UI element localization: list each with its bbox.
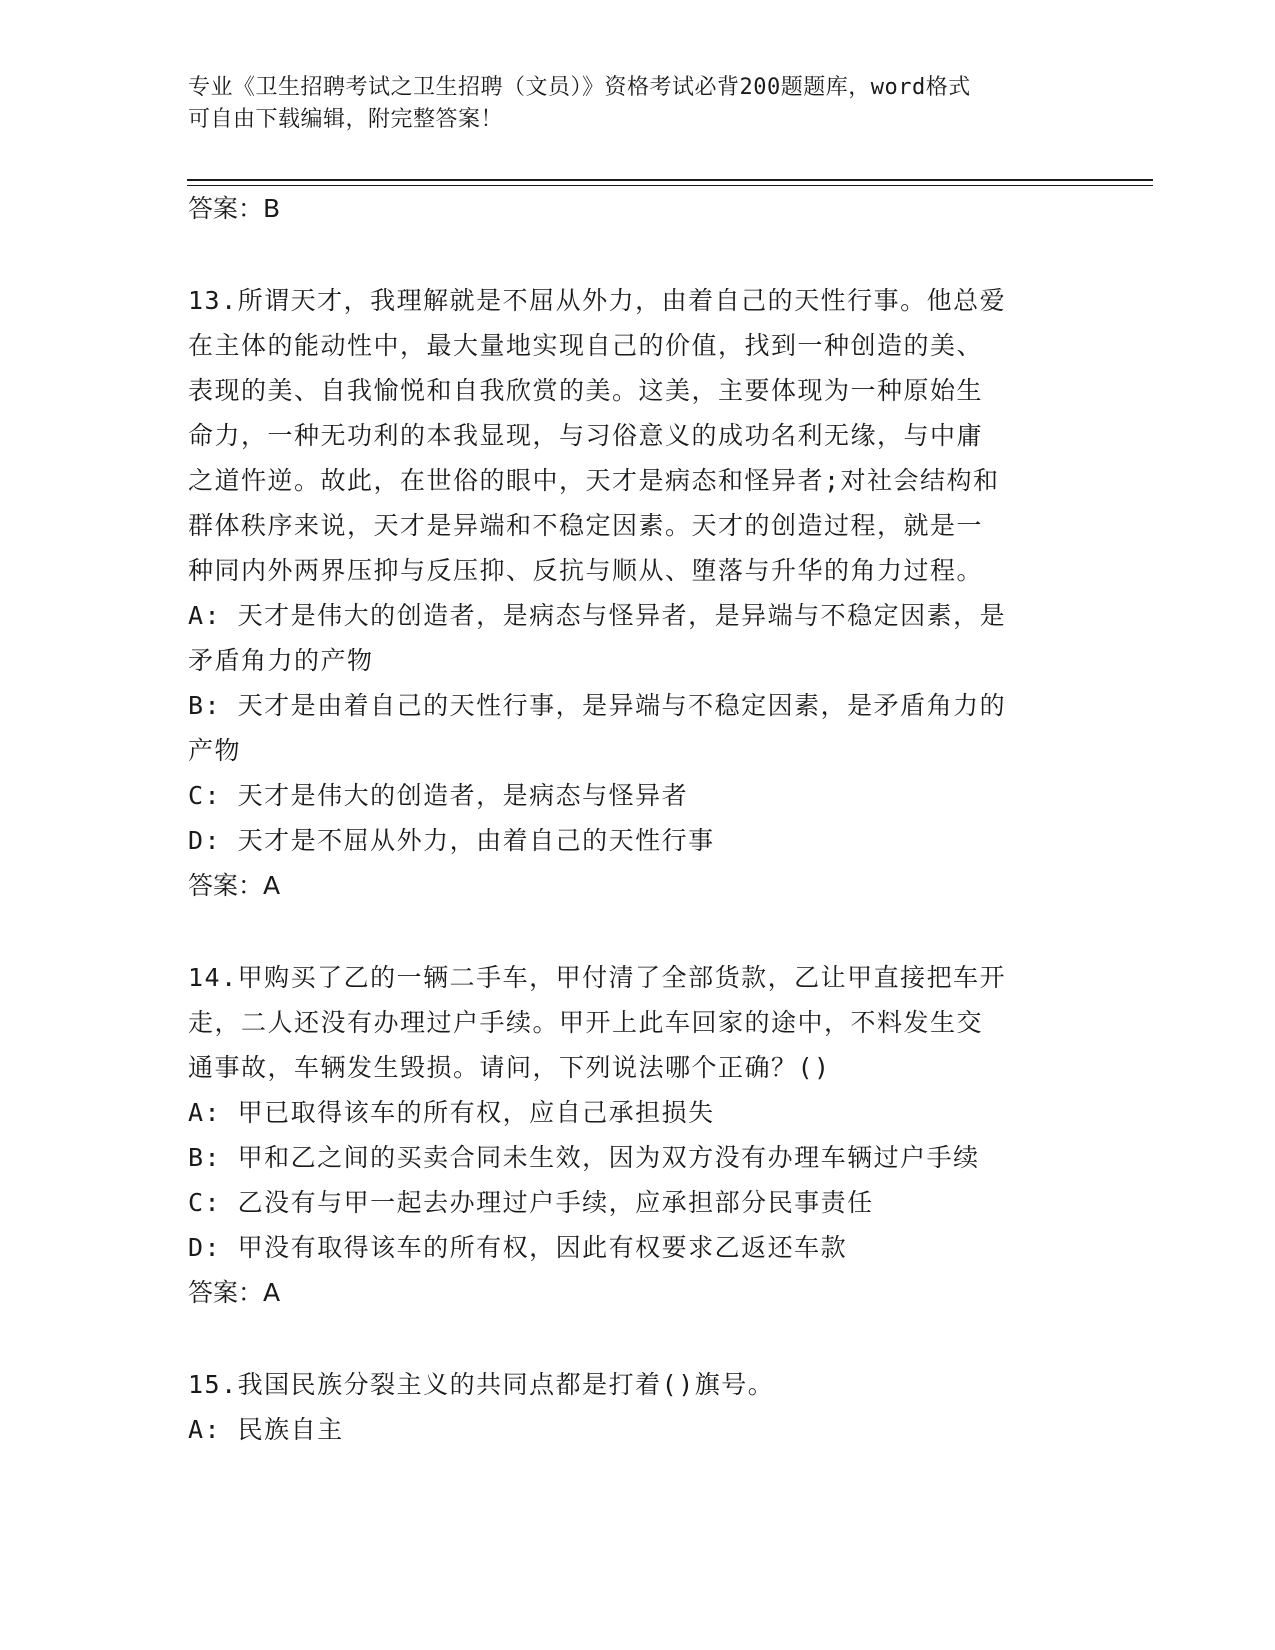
document-header xyxy=(188,72,1068,136)
question-13 xyxy=(188,278,1088,909)
question-text-line: 之道忤逆。故此，在世俗的眼中，天才是病态和怪异者;对社会结构和 xyxy=(188,466,1000,495)
header-rule-thick xyxy=(187,179,1153,181)
question-text-line: 13.所谓天才，我理解就是不屈从外力，由着自己的天性行事。他总爱 xyxy=(188,286,1007,315)
option-c: C: 乙没有与甲一起去办理过户手续，应承担部分民事责任 xyxy=(188,1188,874,1217)
answer-13: 答案：A xyxy=(188,871,281,900)
option-d: D: 甲没有取得该车的所有权，因此有权要求乙返还车款 xyxy=(188,1233,848,1262)
option-a: A: 民族自主 xyxy=(188,1415,344,1444)
option-d: D: 天才是不屈从外力，由着自己的天性行事 xyxy=(188,826,715,855)
header-line: 可自由下载编辑，附完整答案！ xyxy=(188,107,504,132)
question-text-line: 群体秩序来说，天才是异端和不稳定因素。天才的创造过程，就是一 xyxy=(188,511,984,540)
spacer xyxy=(188,909,1088,955)
question-14 xyxy=(188,955,1088,1316)
option-a: A: 甲已取得该车的所有权，应自己承担损失 xyxy=(188,1098,715,1127)
spacer xyxy=(188,232,1088,278)
question-text-line: 在主体的能动性中，最大量地实现自己的价值，找到一种创造的美、 xyxy=(188,331,984,360)
question-text-line: 表现的美、自我愉悦和自我欣赏的美。这美，主要体现为一种原始生 xyxy=(188,376,984,405)
question-text-line: 14.甲购买了乙的一辆二手车，甲付清了全部货款，乙让甲直接把车开 xyxy=(188,963,1007,992)
question-text-line: 走，二人还没有办理过户手续。甲开上此车回家的途中，不料发生交 xyxy=(188,1008,984,1037)
option-b: B: 天才是由着自己的天性行事，是异端与不稳定因素，是矛盾角力的 xyxy=(188,691,1007,720)
answer-14: 答案：A xyxy=(188,1278,281,1307)
question-15 xyxy=(188,1362,1088,1452)
question-text-line: 命力，一种无功利的本我显现，与习俗意义的成功名利无缘，与中庸 xyxy=(188,421,984,450)
spacer xyxy=(188,1316,1088,1362)
question-text-line: 种同内外两界压抑与反压抑、反抗与顺从、堕落与升华的角力过程。 xyxy=(188,556,984,585)
document-body xyxy=(188,186,1088,1452)
question-text-line: 通事故，车辆发生毁损。请问，下列说法哪个正确？() xyxy=(188,1053,831,1082)
option-c: C: 天才是伟大的创造者，是病态与怪异者 xyxy=(188,781,689,810)
question-text-line: 15.我国民族分裂主义的共同点都是打着()旗号。 xyxy=(188,1370,775,1399)
option-a: A: 天才是伟大的创造者，是病态与怪异者，是异端与不稳定因素，是 xyxy=(188,601,1007,630)
answer-12: 答案：B xyxy=(188,194,281,223)
option-b-continued: 产物 xyxy=(188,736,242,765)
header-line: 专业《卫生招聘考试之卫生招聘（文员）》资格考试必背200题题库，word格式 xyxy=(188,75,971,100)
option-a-continued: 矛盾角力的产物 xyxy=(188,646,374,675)
option-b: B: 甲和乙之间的买卖合同未生效，因为双方没有办理车辆过户手续 xyxy=(188,1143,980,1172)
